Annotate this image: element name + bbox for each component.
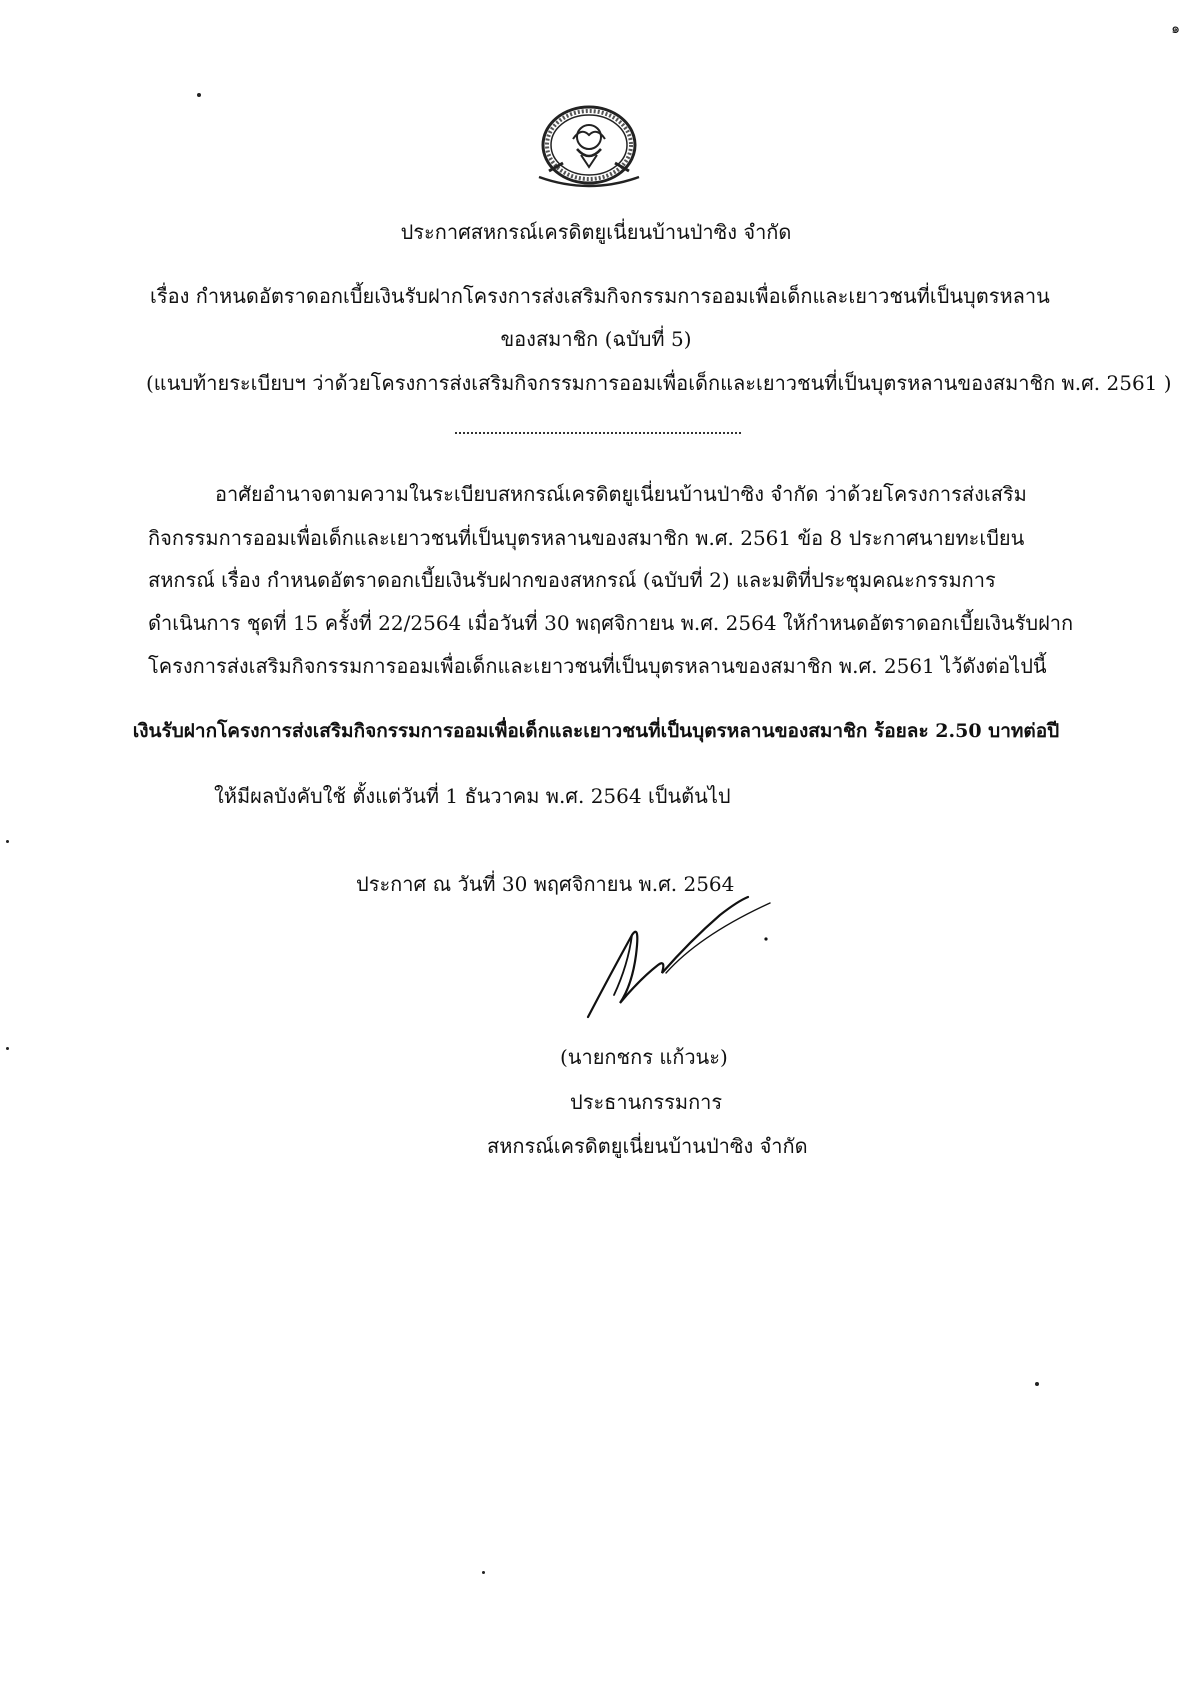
effective-date: ให้มีผลบังคับใช้ ตั้งแต่วันที่ 1 ธันวาคม พ.ศ. 2564 เป็นต้นไป <box>214 784 731 808</box>
signature <box>570 895 790 1025</box>
paragraph-line: ดำเนินการ ชุดที่ 15 ครั้งที่ 22/2564 เมื่อวันที่ 30 พฤศจิกายน พ.ศ. 2564 ให้กำหนดอัตราดอกเบี้ยเงินรับฝาก <box>148 611 1074 635</box>
rate-statement: เงินรับฝากโครงการส่งเสริมกิจกรรมการออมเพื่อเด็กและเยาวชนที่เป็นบุตรหลานของสมาชิก ร้อยละ 2.50 บาทต่อปี <box>132 720 1060 742</box>
page-mark: ๑ <box>1171 21 1180 37</box>
attachment-note: (แนบท้ายระเบียบฯ ว่าด้วยโครงการส่งเสริมกิจกรรมการออมเพื่อเด็กและเยาวชนที่เป็นบุตรหลานของสมาชิก พ.ศ. 2561 ) <box>146 371 1172 395</box>
scan-speck <box>6 840 9 843</box>
paragraph-line: อาศัยอำนาจตามความในระเบียบสหกรณ์เครดิตยูเนี่ยนบ้านป่าซิง จำกัด ว่าด้วยโครงการส่งเสริม <box>215 482 1027 506</box>
signatory-position: ประธานกรรมการ <box>570 1090 723 1114</box>
scan-speck <box>6 1047 9 1050</box>
signatory-name: (นายกชกร แก้วนะ) <box>560 1045 728 1069</box>
announced-date: ประกาศ ณ วันที่ 30 พฤศจิกายน พ.ศ. 2564 <box>356 872 735 896</box>
paragraph-line: โครงการส่งเสริมกิจกรรมการออมเพื่อเด็กและเยาวชนที่เป็นบุตรหลานของสมาชิก พ.ศ. 2561 ไว้ดังต่อไปนี้ <box>148 654 1047 678</box>
paragraph-line: กิจกรรมการออมเพื่อเด็กและเยาวชนที่เป็นบุตรหลานของสมาชิก พ.ศ. 2561 ข้อ 8 ประกาศนายทะเบียน <box>148 526 1025 550</box>
scan-speck <box>197 93 201 97</box>
paragraph-line: สหกรณ์ เรื่อง กำหนดอัตราดอกเบี้ยเงินรับฝากของสหกรณ์ (ฉบับที่ 2) และมติที่ประชุมคณะกรรมการ <box>148 568 996 592</box>
dotted-divider <box>455 428 741 434</box>
signatory-organization: สหกรณ์เครดิตยูเนี่ยนบ้านป่าซิง จำกัด <box>487 1134 808 1158</box>
scan-speck <box>482 1571 485 1574</box>
subject-line-1: เรื่อง กำหนดอัตราดอกเบี้ยเงินรับฝากโครงการส่งเสริมกิจกรรมการออมเพื่อเด็กและเยาวชนที่เป็นบุตรหลาน <box>150 284 1050 308</box>
cooperative-seal-icon <box>529 105 649 191</box>
scan-speck <box>1035 1382 1039 1386</box>
subject-line-2: ของสมาชิก (ฉบับที่ 5) <box>500 327 692 351</box>
announcement-title: ประกาศสหกรณ์เครดิตยูเนี่ยนบ้านป่าซิง จำกัด <box>400 220 792 244</box>
